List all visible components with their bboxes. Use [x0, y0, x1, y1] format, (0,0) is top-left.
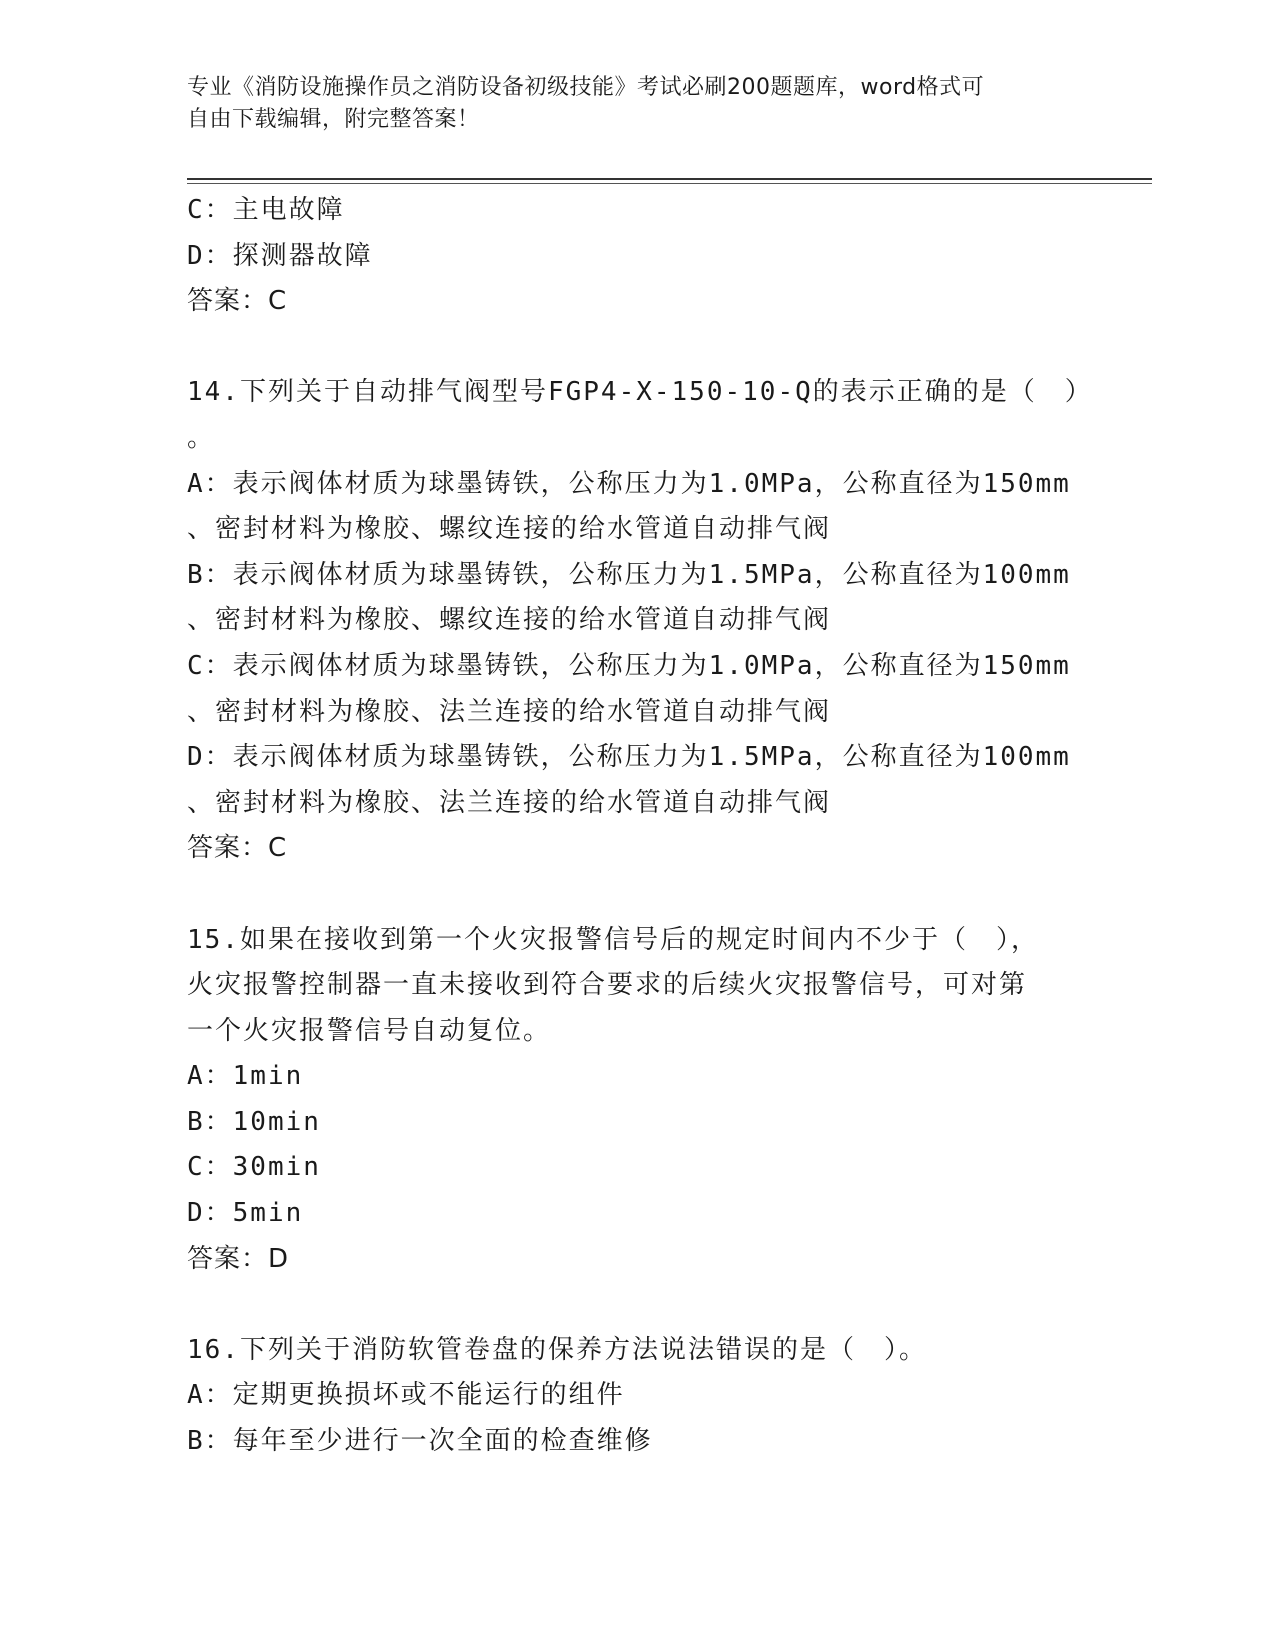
answer-line: 答案：C	[187, 833, 288, 864]
option-c: C：主电故障	[187, 195, 345, 225]
option-b: B：每年至少进行一次全面的检查维修	[187, 1426, 653, 1457]
question-13-tail	[187, 188, 1087, 325]
question-stem: 14.下列关于自动排气阀型号FGP4-X-150-10-Q的表示正确的是（ ）	[187, 377, 1093, 408]
question-14	[187, 370, 1093, 872]
question-stem: 16.下列关于消防软管卷盘的保养方法说法错误的是（ ）。	[187, 1334, 927, 1365]
spacer	[187, 325, 1087, 371]
document-header	[187, 72, 1077, 136]
option-b: B：10min	[187, 1106, 321, 1137]
question-15	[187, 918, 1087, 1283]
question-16	[187, 1328, 1087, 1465]
option-c: C：30min	[187, 1152, 321, 1183]
option-c: C：表示阀体材质为球墨铸铁，公称压力为1.0MPa，公称直径为150mm	[187, 650, 1071, 681]
option-a-continued: 、密封材料为橡胶、螺纹连接的给水管道自动排气阀	[187, 514, 832, 545]
option-b: B：表示阀体材质为球墨铸铁，公称压力为1.5MPa，公称直径为100mm	[187, 559, 1071, 590]
question-stem-continued: 火灾报警控制器一直未接收到符合要求的后续火灾报警信号，可对第	[187, 970, 1028, 1001]
spacer	[187, 872, 1087, 918]
spacer	[187, 1282, 1087, 1328]
option-d-continued: 、密封材料为橡胶、法兰连接的给水管道自动排气阀	[187, 787, 832, 818]
header-title-line-2: 自由下载编辑，附完整答案！	[187, 107, 480, 132]
option-d: D：表示阀体材质为球墨铸铁，公称压力为1.5MPa，公称直径为100mm	[187, 742, 1071, 773]
option-d: D：探测器故障	[187, 240, 373, 271]
question-content	[187, 188, 1093, 1465]
option-a: A：定期更换损坏或不能运行的组件	[187, 1380, 625, 1411]
option-a: A：1min	[187, 1061, 304, 1092]
header-title-line-1: 专业《消防设施操作员之消防设备初级技能》考试必刷200题题库，word格式可	[187, 75, 985, 100]
question-stem: 15.如果在接收到第一个火灾报警信号后的规定时间内不少于（ ），	[187, 924, 1039, 955]
question-stem-continued: 。	[187, 422, 216, 453]
header-divider-thin	[187, 183, 1152, 184]
option-a: A：表示阀体材质为球墨铸铁，公称压力为1.0MPa，公称直径为150mm	[187, 468, 1071, 499]
answer-line: 答案：D	[187, 1243, 290, 1274]
option-d: D：5min	[187, 1198, 304, 1229]
question-stem-continued: 一个火灾报警信号自动复位。	[187, 1015, 552, 1046]
header-divider-thick	[187, 178, 1152, 180]
option-c-continued: 、密封材料为橡胶、法兰连接的给水管道自动排气阀	[187, 696, 832, 727]
option-b-continued: 、密封材料为橡胶、螺纹连接的给水管道自动排气阀	[187, 605, 832, 636]
answer-line: 答案：C	[187, 286, 288, 317]
